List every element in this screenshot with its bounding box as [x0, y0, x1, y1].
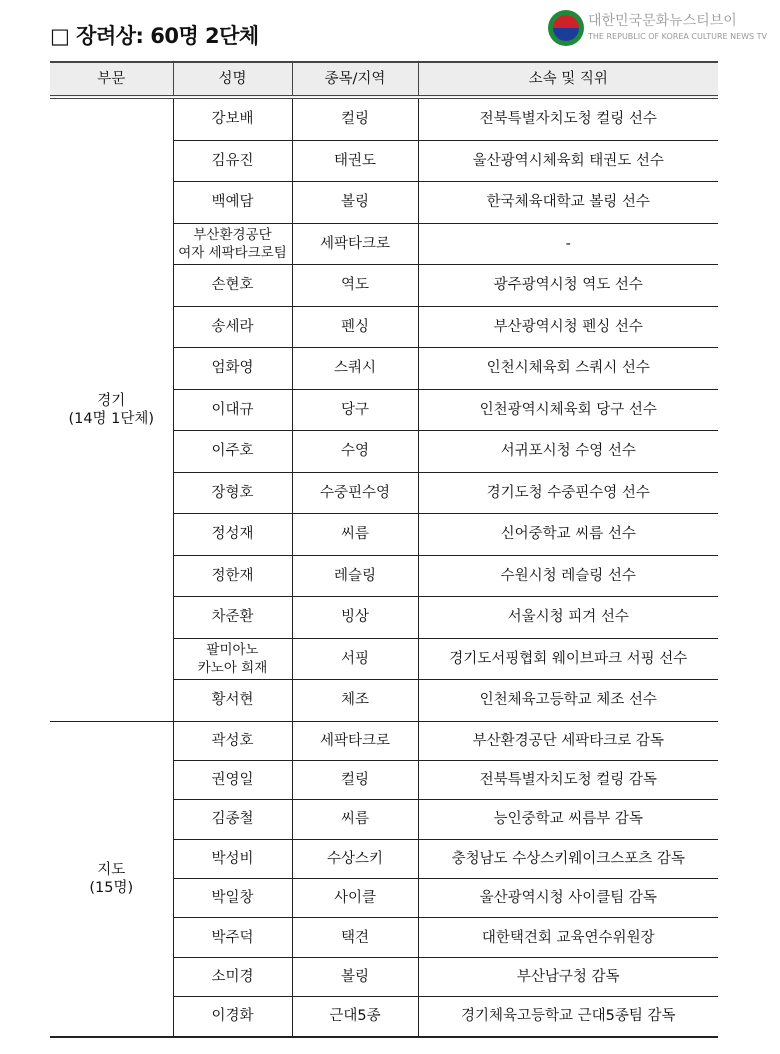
- name-cell: 박일창: [173, 879, 292, 918]
- watermark-english: THE REPUBLIC OF KOREA CULTURE NEWS TV: [588, 32, 768, 41]
- affiliation-cell: 전북특별자치도청 컬링 감독: [418, 760, 718, 799]
- affiliation-cell: 수원시청 레슬링 선수: [418, 555, 718, 597]
- header-sport: 종목/지역: [292, 62, 418, 97]
- name-cell: 김유진: [173, 140, 292, 182]
- affiliation-cell: 경기체육고등학교 근대5종팀 감독: [418, 997, 718, 1037]
- name-cell: 황서현: [173, 680, 292, 722]
- sport-cell: 태권도: [292, 140, 418, 182]
- affiliation-cell: 부산환경공단 세팍타크로 감독: [418, 721, 718, 760]
- name-cell: 백예담: [173, 182, 292, 224]
- affiliation-cell: 울산광역시체육회 태권도 선수: [418, 140, 718, 182]
- sport-cell: 체조: [292, 680, 418, 722]
- sport-cell: 펜싱: [292, 306, 418, 348]
- page-title: □ 장려상: 60명 2단체: [50, 24, 259, 48]
- sport-cell: 택견: [292, 918, 418, 957]
- affiliation-cell: 부산광역시청 펜싱 선수: [418, 306, 718, 348]
- affiliation-cell: 울산광역시청 사이클팀 감독: [418, 879, 718, 918]
- name-cell: 이경화: [173, 997, 292, 1037]
- sport-cell: 레슬링: [292, 555, 418, 597]
- affiliation-cell: 광주광역시청 역도 선수: [418, 265, 718, 307]
- sport-cell: 세팍타크로: [292, 223, 418, 265]
- award-table: [50, 61, 718, 1038]
- affiliation-cell: 한국체육대학교 볼링 선수: [418, 182, 718, 224]
- sport-cell: 볼링: [292, 182, 418, 224]
- name-cell: 송세라: [173, 306, 292, 348]
- affiliation-cell: 충청남도 수상스키웨이크스포츠 감독: [418, 839, 718, 878]
- sport-cell: 빙상: [292, 597, 418, 639]
- watermark: [548, 8, 778, 52]
- affiliation-cell: 신어중학교 씨름 선수: [418, 514, 718, 556]
- name-cell: 정성재: [173, 514, 292, 556]
- name-cell: 김종철: [173, 800, 292, 839]
- header-name: 성명: [173, 62, 292, 97]
- sport-cell: 수영: [292, 431, 418, 473]
- sport-cell: 당구: [292, 389, 418, 431]
- affiliation-cell: 서울시청 피겨 선수: [418, 597, 718, 639]
- header-affiliation: 소속 및 직위: [418, 62, 718, 97]
- sport-cell: 사이클: [292, 879, 418, 918]
- sport-cell: 컬링: [292, 97, 418, 140]
- category-cell: 지도 (15명): [50, 721, 173, 1037]
- sport-cell: 씨름: [292, 514, 418, 556]
- affiliation-cell: 대한택견회 교육연수위원장: [418, 918, 718, 957]
- affiliation-cell: 경기도청 수중핀수영 선수: [418, 472, 718, 514]
- sport-cell: 서핑: [292, 638, 418, 680]
- name-cell: 팔미아노 카노아 희재: [173, 638, 292, 680]
- watermark-korean: 대한민국문화뉴스티브이: [588, 13, 737, 29]
- name-cell: 이주호: [173, 431, 292, 473]
- name-cell: 장형호: [173, 472, 292, 514]
- sport-cell: 씨름: [292, 800, 418, 839]
- name-cell: 부산환경공단 여자 세팍타크로팀: [173, 223, 292, 265]
- name-cell: 차준환: [173, 597, 292, 639]
- affiliation-cell: 능인중학교 씨름부 감독: [418, 800, 718, 839]
- table-row: [50, 97, 718, 140]
- name-cell: 소미경: [173, 957, 292, 996]
- sport-cell: 볼링: [292, 957, 418, 996]
- broadcaster-logo-icon: [548, 10, 584, 46]
- affiliation-cell: 인천체육고등학교 체조 선수: [418, 680, 718, 722]
- affiliation-cell: 부산남구청 감독: [418, 957, 718, 996]
- name-cell: 이대규: [173, 389, 292, 431]
- table-header-row: [50, 62, 718, 97]
- name-cell: 박주덕: [173, 918, 292, 957]
- affiliation-cell: 서귀포시청 수영 선수: [418, 431, 718, 473]
- header-category: 부문: [50, 62, 173, 97]
- name-cell: 박성비: [173, 839, 292, 878]
- sport-cell: 컬링: [292, 760, 418, 799]
- table-row: [50, 721, 718, 760]
- sport-cell: 스쿼시: [292, 348, 418, 390]
- sport-cell: 수중핀수영: [292, 472, 418, 514]
- name-cell: 정한재: [173, 555, 292, 597]
- affiliation-cell: -: [418, 223, 718, 265]
- affiliation-cell: 전북특별자치도청 컬링 선수: [418, 97, 718, 140]
- affiliation-cell: 인천광역시체육회 당구 선수: [418, 389, 718, 431]
- sport-cell: 근대5종: [292, 997, 418, 1037]
- name-cell: 강보배: [173, 97, 292, 140]
- sport-cell: 역도: [292, 265, 418, 307]
- affiliation-cell: 인천시체육회 스쿼시 선수: [418, 348, 718, 390]
- affiliation-cell: 경기도서핑협회 웨이브파크 서핑 선수: [418, 638, 718, 680]
- name-cell: 엄화영: [173, 348, 292, 390]
- name-cell: 권영일: [173, 760, 292, 799]
- category-cell: 경기 (14명 1단체): [50, 97, 173, 721]
- sport-cell: 수상스키: [292, 839, 418, 878]
- sport-cell: 세팍타크로: [292, 721, 418, 760]
- name-cell: 손현호: [173, 265, 292, 307]
- name-cell: 곽성호: [173, 721, 292, 760]
